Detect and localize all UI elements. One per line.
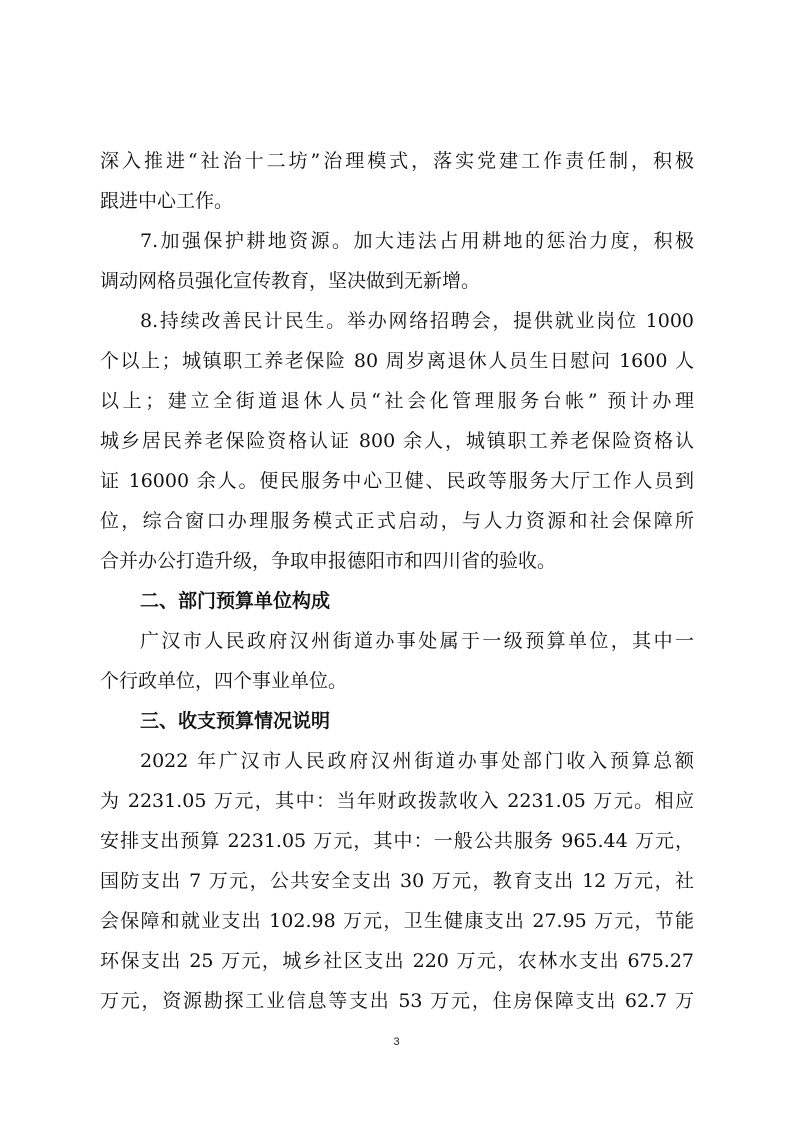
paragraph-line: 环保支出 25 万元，城乡社区支出 220 万元，农林水支出 675.27	[100, 950, 694, 972]
paragraph-line: 为 2231.05 万元，其中：当年财政拨款收入 2231.05 万元。相应	[100, 790, 694, 812]
paragraph-line: 安排支出预算 2231.05 万元，其中：一般公共服务 965.44 万元，	[100, 830, 694, 852]
paragraph-line: 个以上；城镇职工养老保险 80 周岁离退休人员生日慰问 1600 人	[100, 350, 694, 372]
paragraph-line: 跟进中心工作。	[100, 190, 234, 212]
paragraph-line: 国防支出 7 万元，公共安全支出 30 万元，教育支出 12 万元，社	[100, 870, 694, 892]
paragraph-line: 广汉市人民政府汉州街道办事处属于一级预算单位，其中一	[140, 630, 694, 652]
item-7-line: 7.加强保护耕地资源。加大违法占用耕地的惩治力度，积极	[140, 230, 694, 252]
paragraph-line: 位，综合窗口办理服务模式正式启动，与人力资源和社会保障所	[100, 510, 694, 532]
paragraph-line: 证 16000 余人。便民服务中心卫健、民政等服务大厅工作人员到	[100, 470, 694, 492]
page-number: 3	[393, 1036, 400, 1048]
item-8-line: 8.持续改善民计民生。举办网络招聘会，提供就业岗位 1000	[140, 310, 694, 332]
paragraph-line: 合并办公打造升级，争取申报德阳市和四川省的验收。	[100, 550, 557, 572]
paragraph-line: 深入推进“社治十二坊”治理模式，落实党建工作责任制，积极	[100, 150, 694, 172]
paragraph-line: 个行政单位，四个事业单位。	[100, 670, 348, 692]
section-heading-2: 二、部门预算单位构成	[140, 590, 331, 612]
paragraph-line: 城乡居民养老保险资格认证 800 余人，城镇职工养老保险资格认	[100, 430, 694, 452]
document-body	[100, 141, 694, 1021]
section-heading-3: 三、收支预算情况说明	[140, 710, 331, 732]
paragraph-line: 会保障和就业支出 102.98 万元，卫生健康支出 27.95 万元，节能	[100, 910, 694, 932]
paragraph-line: 以上；建立全街道退休人员“社会化管理服务台帐” 预计办理	[100, 390, 694, 412]
paragraph-line: 2022 年广汉市人民政府汉州街道办事处部门收入预算总额	[140, 750, 694, 772]
paragraph-line: 调动网格员强化宣传教育，坚决做到无新增。	[100, 270, 481, 292]
paragraph-line: 万元，资源勘探工业信息等支出 53 万元，住房保障支出 62.7 万	[100, 990, 694, 1012]
